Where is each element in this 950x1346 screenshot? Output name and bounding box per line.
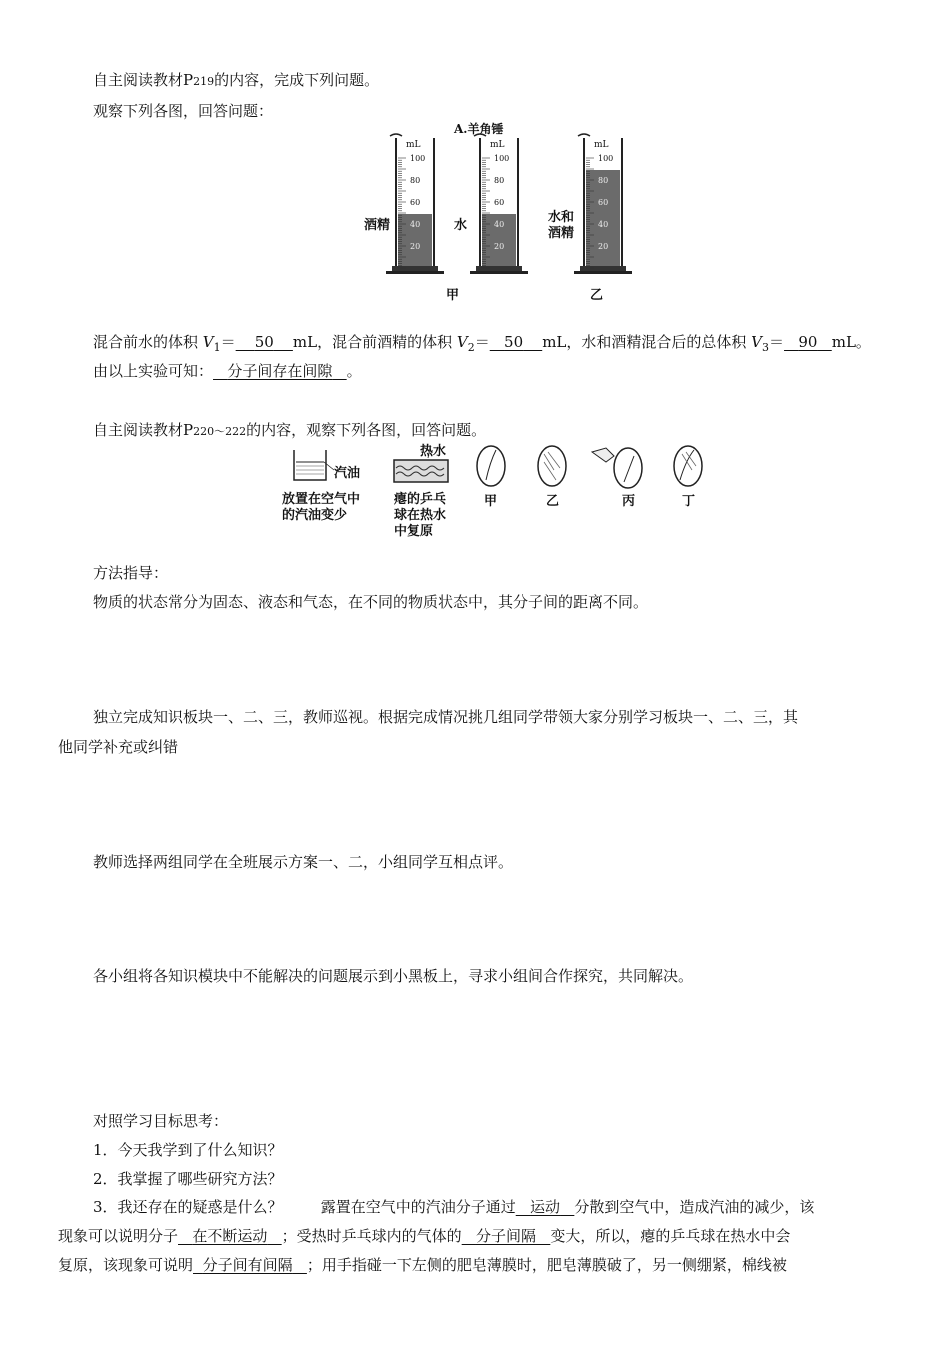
- intro-rest: 的内容，完成下列问题。: [214, 71, 380, 89]
- sec2-intro-text: 自主阅读教材P: [93, 421, 194, 439]
- soap-film-bing: [592, 448, 642, 488]
- gasoline-beaker: [294, 450, 334, 480]
- section1-intro: [93, 70, 379, 92]
- molecule-figure: [280, 440, 710, 540]
- soap-film-jia: [477, 446, 505, 486]
- v1-answer: [236, 333, 293, 351]
- cyl3-tick-60: 60: [598, 198, 609, 207]
- reflect-ans3-text: 分子间隔: [475, 1227, 536, 1245]
- conclusion-suffix: 。: [346, 362, 362, 380]
- volumes-text-4: mL。: [831, 333, 871, 351]
- v3-value: 90: [798, 333, 818, 351]
- label-ding: 丁: [682, 494, 696, 509]
- independent-para-2: 他同学补充或纠错: [58, 738, 179, 756]
- reflect-title: 对照学习目标思考：: [93, 1112, 229, 1130]
- reflect-ans2-text: 在不断运动: [192, 1227, 268, 1245]
- reflect-text-c: 现象可以说明分子: [58, 1227, 179, 1245]
- cyl1-tick-20: 20: [410, 242, 421, 251]
- groups-para: 各小组将各知识模块中不能解决的问题展示到小黑板上，寻求小组间合作探究，共同解决。: [93, 967, 694, 985]
- cyl1-tick-80: 80: [410, 176, 421, 185]
- v3-eq: ＝: [769, 333, 785, 351]
- method-text: 物质的状态常分为固态、液态和气态，在不同的物质状态中，其分子间的距离不同。: [93, 593, 649, 611]
- reflect-line-2: [58, 1226, 790, 1246]
- v3-answer: [784, 333, 832, 351]
- label-mix-1: 水和: [548, 210, 575, 225]
- v1-symbol: V: [202, 333, 214, 351]
- v3-sub: 3: [762, 341, 770, 354]
- cyl2-tick-20: 20: [494, 242, 505, 251]
- observe-prompt: 观察下列各图，回答问题：: [93, 102, 274, 120]
- volumes-text-3: mL，水和酒精混合后的总体积: [542, 333, 752, 351]
- label-water: 水: [454, 218, 468, 233]
- finger-shape: [592, 448, 614, 462]
- hot-water-label: 热水: [420, 444, 447, 459]
- pingpong-caption-2: 球在热水: [394, 508, 447, 523]
- independent-para-1: 独立完成知识板块一、二、三，教师巡视。根据完成情况挑几组同学带领大家分别学习板块一、二、三，其: [93, 708, 799, 726]
- reflect-q2: 2．我掌握了哪些研究方法？: [93, 1170, 283, 1188]
- cyl2-tick-80: 80: [494, 176, 505, 185]
- reflect-text-d: ；受热时乒乓球内的气体的: [281, 1227, 462, 1245]
- label-yi-2: 乙: [546, 494, 560, 509]
- v3-symbol: V: [751, 333, 763, 351]
- reflect-q1: 1．今天我学到了什么知识？: [93, 1141, 283, 1159]
- figure-top-label: A.羊角锤: [454, 122, 504, 136]
- cyl3-tick-80: 80: [598, 176, 609, 185]
- cylinder-figure: [330, 118, 670, 308]
- label-alcohol: 酒精: [364, 218, 391, 233]
- pingpong-caption-1: 瘪的乒乓: [394, 492, 447, 507]
- soap-film-yi: [538, 446, 566, 486]
- cyl2-tick-100: 100: [494, 154, 510, 163]
- reflect-text-a: 露置在空气中的汽油分子通过: [320, 1198, 516, 1216]
- method-title: 方法指导：: [93, 564, 169, 582]
- reflect-q3: 3．我还存在的疑惑是什么？: [93, 1198, 283, 1216]
- pingpong-caption-3: 中复原: [394, 524, 434, 539]
- reflect-text-f: 复原，该现象可说明: [58, 1256, 194, 1274]
- intro-text: 自主阅读教材P: [93, 71, 194, 89]
- label-yi: 乙: [590, 288, 604, 303]
- conclusion-line: [93, 361, 362, 381]
- conclusion-answer: [213, 362, 347, 380]
- volumes-text-2: mL，混合前酒精的体积: [292, 333, 457, 351]
- gasoline-caption-2: 的汽油变少: [282, 508, 348, 523]
- reflect-q3-line: [93, 1197, 814, 1217]
- show-para: 教师选择两组同学在全班展示方案一、二，小组同学互相点评。: [93, 853, 514, 871]
- cyl1-tick-40: 40: [410, 220, 421, 229]
- conclusion-prefix: 由以上实验可知：: [93, 362, 214, 380]
- section2-intro: [93, 420, 486, 442]
- v2-eq: ＝: [474, 333, 490, 351]
- cyl2-unit: mL: [490, 140, 505, 150]
- label-mix-2: 酒精: [548, 226, 575, 241]
- v2-sub: 2: [467, 341, 475, 354]
- reflect-ans4: [193, 1256, 307, 1274]
- cyl1-unit: mL: [406, 140, 421, 150]
- sec2-intro-rest: 的内容，观察下列各图，回答问题。: [246, 421, 487, 439]
- cyl1-tick-100: 100: [410, 154, 426, 163]
- reflect-text-e: 变大，所以，瘪的乒乓球在热水中会: [550, 1227, 791, 1245]
- reflect-ans1-text: 运动: [530, 1198, 561, 1216]
- gasoline-label: 汽油: [334, 466, 361, 481]
- label-jia-2: 甲: [484, 494, 498, 509]
- sec2-intro-page: 220～222: [193, 425, 247, 438]
- cyl3-tick-20: 20: [598, 242, 609, 251]
- reflect-ans4-text: 分子间有间隔: [202, 1256, 293, 1274]
- cyl2-tick-40: 40: [494, 220, 505, 229]
- v1-eq: ＝: [220, 333, 236, 351]
- conclusion-answer-text: 分子间存在间隙: [227, 362, 333, 380]
- reflect-line-3: [58, 1255, 787, 1275]
- label-bing: 丙: [622, 494, 636, 509]
- label-jia: 甲: [446, 288, 460, 303]
- cyl2-tick-60: 60: [494, 198, 505, 207]
- v1-value: 50: [254, 333, 274, 351]
- reflect-text-g: ；用手指碰一下左侧的肥皂薄膜时，肥皂薄膜破了，另一侧绷紧，棉线被: [306, 1256, 787, 1274]
- v2-value: 50: [504, 333, 524, 351]
- volumes-line: [93, 332, 871, 358]
- reflect-ans1: [516, 1198, 575, 1216]
- cyl1-tick-60: 60: [410, 198, 421, 207]
- gasoline-caption-1: 放置在空气中: [282, 492, 361, 507]
- v2-symbol: V: [456, 333, 468, 351]
- soap-film-ding: [674, 446, 702, 486]
- v1-sub: 1: [213, 341, 221, 354]
- cyl3-unit: mL: [594, 140, 609, 150]
- reflect-ans3: [462, 1227, 551, 1245]
- cyl3-tick-40: 40: [598, 220, 609, 229]
- cyl3-tick-100: 100: [598, 154, 614, 163]
- reflect-text-b: 分散到空气中，造成汽油的减少，该: [574, 1198, 815, 1216]
- intro-page: 219: [193, 75, 215, 88]
- volumes-text-1: 混合前水的体积: [93, 333, 203, 351]
- v2-answer: [490, 333, 542, 351]
- reflect-ans2: [178, 1227, 282, 1245]
